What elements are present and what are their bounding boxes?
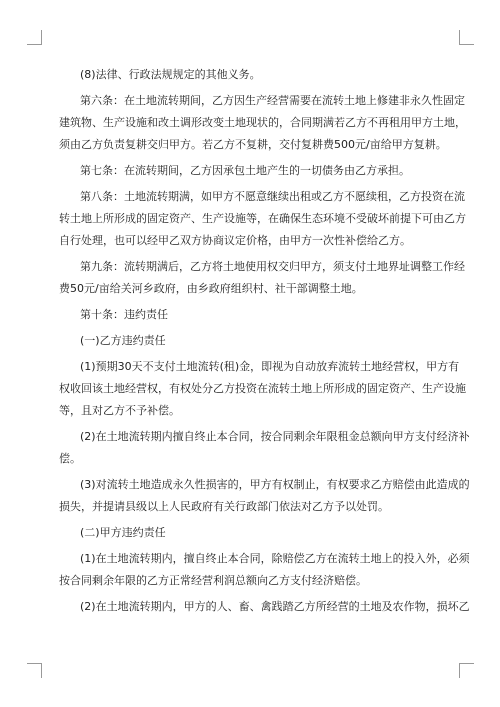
text-line: 建筑物、生产设施和改土调形改变土地现状的，合同期满若乙方不再租用甲方土地， [59,116,466,129]
crop-mark-bottom-left [27,663,42,678]
text-line: 须由乙方负责复耕交归甲方。若乙方不复耕，交付复耕费500元/亩给甲方复耕。 [59,138,447,151]
paragraph [59,90,466,156]
text-line: (8)法律、行政法规规定的其他义务。 [80,68,261,81]
text-line: 转土地上所形成的固定资产、生产设施等，在确保生态环境不受破坏前提下可由乙方 [59,212,466,225]
paragraph [59,330,440,352]
paragraph [59,596,470,618]
text-line: (1)预期30天不支付土地流转(租)金，即视为自动放弃流转土地经营权，甲方有 [80,360,460,373]
text-line: (2)在土地流转期内擅自终止本合同，按合同剩余年限租金总额向甲方支付经济补 [80,430,470,443]
text-line: (一)乙方违约责任 [80,334,166,347]
text-line: 偿。 [59,452,81,465]
paragraph [59,304,440,326]
paragraph [59,356,466,422]
text-line: 第九条：流转期满后，乙方将土地使用权交归甲方，须支付土地界址调整工作经 [80,260,465,273]
paragraph [59,160,440,182]
text-line: 第六条：在土地流转期间，乙方因生产经营需要在流转土地上修建非永久性固定 [80,94,465,107]
document-body [59,64,470,622]
paragraph [59,426,470,470]
text-line: 权收回该土地经营权，有权处分乙方投资在流转土地上所形成的固定资产、生产设施 [59,382,466,395]
crop-mark-top-left [27,30,42,45]
text-line: (1)在土地流转期内，擅自终止本合同，除赔偿乙方在流转土地上的投入外，必须 [80,552,470,565]
paragraph [59,186,466,252]
text-line: 按合同剩余年限的乙方正常经营利润总额向乙方支付经济赔偿。 [59,574,367,587]
text-line: 第十条：违约责任 [80,308,168,321]
crop-mark-top-right [459,30,474,45]
paragraph [59,474,470,518]
paragraph [59,522,440,544]
text-line: 第八条：土地流转期满，如甲方不愿意继续出租或乙方不愿续租，乙方投资在流 [80,190,465,203]
paragraph [59,64,440,86]
text-line: 损失，并提请县级以上人民政府有关行政部门依法对乙方予以处罚。 [59,500,389,513]
text-line: (3)对流转土地造成永久性损害的，甲方有权制止，有权要求乙方赔偿由此造成的 [80,478,470,491]
crop-mark-bottom-right [459,663,474,678]
paragraph [59,548,470,592]
text-line: 自行处理，也可以经甲乙双方协商议定价格，由甲方一次性补偿给乙方。 [59,234,411,247]
paragraph [59,256,465,300]
text-line: 第七条：在流转期间，乙方因承包土地产生的一切债务由乙方承担。 [80,164,410,177]
text-line: 费50元/亩给关河乡政府，由乡政府组织村、社干部调整土地。 [59,282,363,295]
text-line: 等，且对乙方不予补偿。 [59,404,180,417]
text-line: (2)在土地流转期内，甲方的人、畜、禽践踏乙方所经营的土地及农作物，损坏乙 [80,600,470,613]
text-line: (二)甲方违约责任 [80,526,166,539]
